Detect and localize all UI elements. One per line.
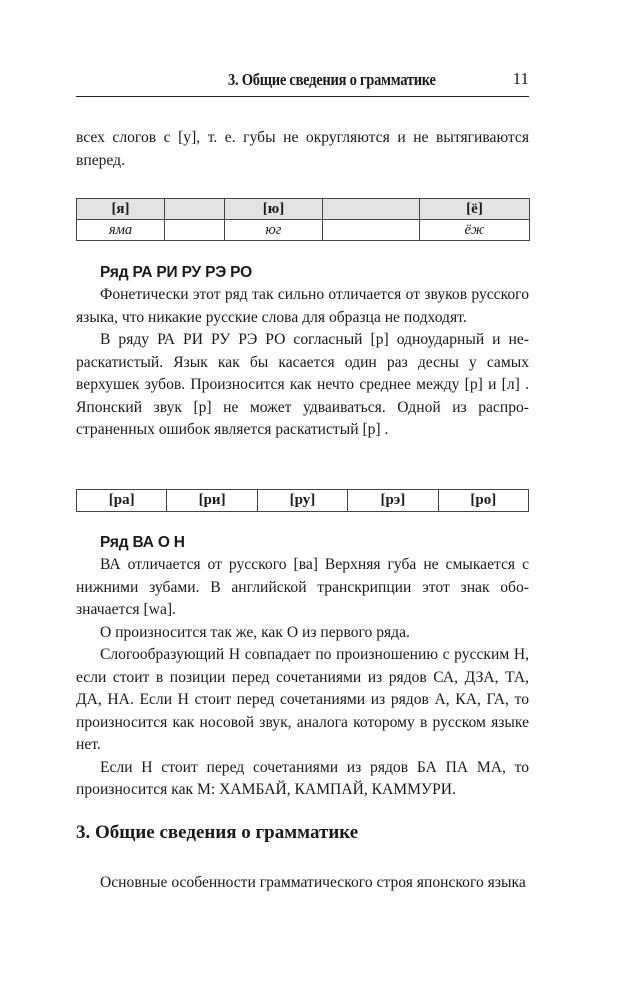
table-cell: [ру] bbox=[257, 490, 347, 512]
paragraph: Слогообразующий Н совпадает по произношению с русским Н, если стоит в позиции перед сочетаниями из рядов СА, ДЗА, ТА, ДА, НА. Если Н стоит перед сочетаниями из рядов А, КА, ГА, то произносится как носовой звук, аналога которому в русском языке нет. bbox=[76, 646, 529, 753]
table-cell: [ра] bbox=[77, 490, 167, 512]
table-cell: [ро] bbox=[438, 490, 528, 512]
table-header-row bbox=[77, 199, 530, 220]
vowel-table bbox=[76, 198, 529, 241]
paragraph: В ряду РА РИ РУ РЭ РО согласный [р] одноударный и нераскатистый. Язык как бы касается один раз десны у самых верхушек зубов. Произносится как нечто среднее между [р] и [л] . Японский звук [р] не может удваиваться. Одной из распространенных ошибок является раскатистый [р] . bbox=[76, 331, 529, 438]
table-cell: [рэ] bbox=[348, 490, 438, 512]
table-row bbox=[77, 490, 529, 512]
paragraph: О произносится так же, как О из первого ряда. bbox=[100, 623, 410, 641]
running-header bbox=[76, 66, 529, 97]
section-ra-row bbox=[76, 262, 529, 442]
ra-syllable-table bbox=[76, 489, 529, 512]
table-cell: [ё] bbox=[420, 199, 530, 220]
paragraph: ВА отличается от русского [ва] Верхняя губа не смыкается с нижними зубами. В английской транскрипции этот знак обозначается [wa]. bbox=[76, 556, 529, 618]
section-heading: Ряд РА РИ РУ РЭ РО bbox=[100, 264, 252, 281]
table-cell bbox=[323, 220, 420, 241]
table-row bbox=[77, 220, 530, 241]
paragraph: Фонетически этот ряд так сильно отличается от звуков русского языка, что никакие русские слова для образца не подходят. bbox=[76, 286, 529, 326]
chapter-section bbox=[76, 820, 529, 846]
table-cell bbox=[165, 199, 225, 220]
paragraph: Основные особенности грамматического строя японского языка bbox=[100, 874, 526, 891]
table-cell: яма bbox=[77, 220, 165, 241]
chapter-heading: 3. Общие сведения о грамматике bbox=[76, 822, 359, 843]
table-cell: [я] bbox=[77, 199, 165, 220]
chapter-intro bbox=[76, 872, 529, 895]
ya-yu-yo-table bbox=[76, 198, 530, 241]
page-number: 11 bbox=[512, 69, 529, 88]
intro-line-2: вперед. bbox=[76, 151, 125, 169]
paragraph: Если Н стоит перед сочетаниями из рядов БА ПА МА, то произносится как М: ХАМБАЙ, КАМПАЙ, КАММУРИ. bbox=[76, 758, 529, 798]
table-cell bbox=[165, 220, 225, 241]
table-cell: ёж bbox=[420, 220, 530, 241]
running-header-title: 3. Общие сведения о грамматике bbox=[228, 70, 436, 89]
table-cell: [ю] bbox=[225, 199, 323, 220]
table-cell: юг bbox=[225, 220, 323, 241]
table-cell: [ри] bbox=[167, 490, 257, 512]
section-heading: Ряд ВА О Н bbox=[100, 534, 185, 551]
ra-ri-ru-re-ro-table bbox=[76, 489, 529, 512]
intro-paragraph bbox=[76, 127, 529, 172]
section-wa-row bbox=[76, 532, 529, 802]
intro-line-1: всех слогов с [у], т. е. губы не округляются и не вытягиваются bbox=[76, 129, 529, 146]
table-cell bbox=[323, 199, 420, 220]
